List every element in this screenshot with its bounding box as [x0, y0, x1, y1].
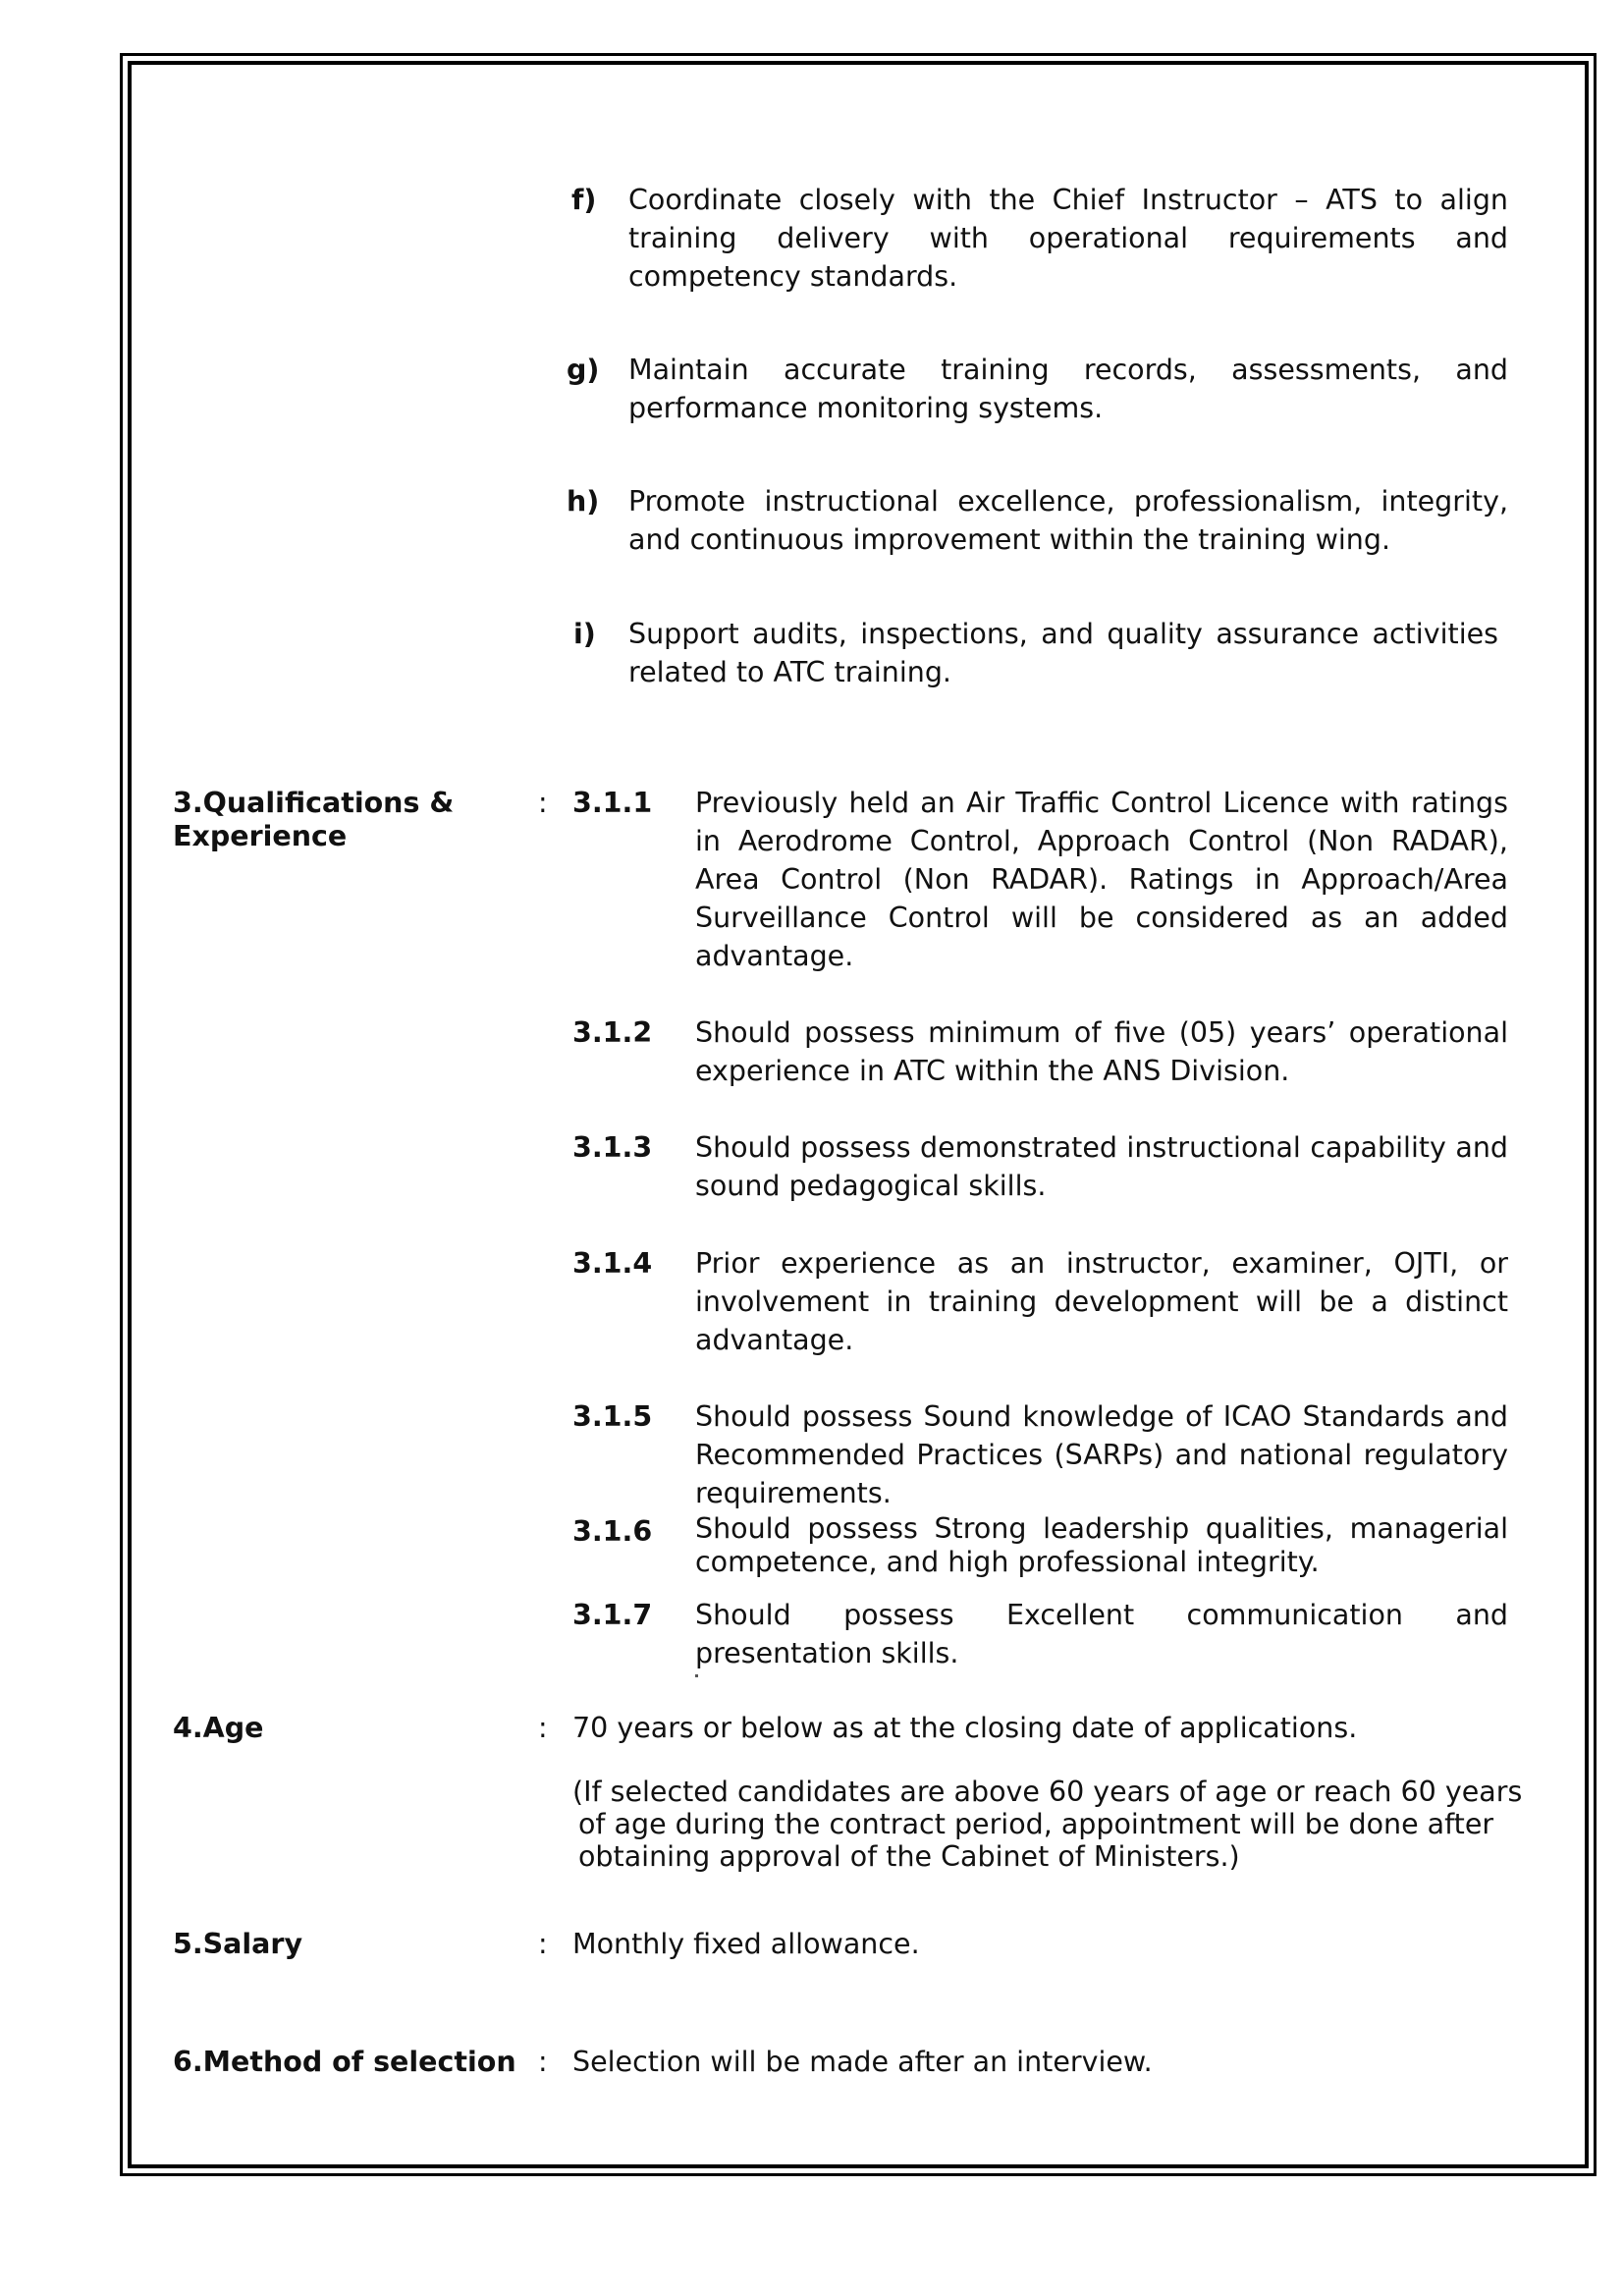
- selection-text: Selection will be made after an interview.: [572, 2046, 1153, 2078]
- qualification-text-3-1-7: Should possess Excellent communication and presentation skills.: [695, 1599, 1508, 1669]
- duty-marker-h: h): [567, 485, 600, 518]
- age-text: 70 years or below as at the closing date of applications.: [572, 1712, 1358, 1744]
- age-note-line1: (If selected candidates are above 60 years of age or reach 60 years: [572, 1776, 1523, 1808]
- selection-heading: 6.Method of selection: [173, 2046, 516, 2078]
- qualification-number-3-1-6: 3.1.6: [572, 1515, 653, 1548]
- duty-marker-f: f): [571, 184, 597, 216]
- duty-text-f: Coordinate closely with the Chief Instructor – ATS to align training delivery with operational requirements and competency standards.: [628, 184, 1508, 293]
- qualification-text-3-1-6: Should possess Strong leadership qualities, managerial competence, and high professional integrity.: [695, 1512, 1508, 1578]
- qualification-number-3-1-7: 3.1.7: [572, 1599, 653, 1631]
- duty-marker-i: i): [573, 618, 596, 650]
- salary-colon: :: [538, 1928, 548, 1960]
- salary-text: Monthly fixed allowance.: [572, 1928, 920, 1960]
- qualification-text-3-1-3: Should possess demonstrated instructional capability and sound pedagogical skills.: [695, 1131, 1508, 1202]
- age-note-line3: obtaining approval of the Cabinet of Ministers.): [578, 1840, 1240, 1873]
- salary-heading: 5.Salary: [173, 1928, 303, 1960]
- qualifications-heading-line1: 3.Qualifications &: [173, 787, 455, 819]
- duty-text-g: Maintain accurate training records, assessments, and performance monitoring systems.: [628, 354, 1508, 424]
- selection-colon: :: [538, 2046, 548, 2078]
- age-colon: :: [538, 1712, 548, 1744]
- qualifications-colon: :: [538, 787, 548, 819]
- qualification-number-3-1-5: 3.1.5: [572, 1400, 653, 1433]
- age-note-line2: of age during the contract period, appointment will be done after: [578, 1808, 1494, 1840]
- duty-marker-g: g): [567, 354, 600, 386]
- qualification-number-3-1-1: 3.1.1: [572, 787, 653, 819]
- qualifications-heading-line2: Experience: [173, 820, 348, 852]
- duty-text-i: Support audits, inspections, and quality assurance activities related to ATC training.: [628, 618, 1498, 688]
- qualification-number-3-1-3: 3.1.3: [572, 1131, 653, 1164]
- stray-dot: [695, 1674, 698, 1677]
- duty-text-h: Promote instructional excellence, professionalism, integrity, and continuous improvement within the training wing.: [628, 485, 1508, 556]
- qualification-number-3-1-2: 3.1.2: [572, 1016, 653, 1049]
- qualification-number-3-1-4: 3.1.4: [572, 1247, 653, 1280]
- qualification-text-3-1-5: Should possess Sound knowledge of ICAO Standards and Recommended Practices (SARPs) and national regulatory requirements.: [695, 1400, 1508, 1509]
- age-heading: 4.Age: [173, 1712, 264, 1744]
- qualification-text-3-1-1: Previously held an Air Traffic Control Licence with ratings in Aerodrome Control, Approach Control (Non RADAR), Area Control (Non RADAR). Ratings in Approach/Area Surveillance Control will be considered as an added advantage.: [695, 787, 1508, 972]
- qualification-text-3-1-2: Should possess minimum of five (05) years’ operational experience in ATC within the ANS Division.: [695, 1016, 1508, 1087]
- qualification-text-3-1-4: Prior experience as an instructor, examiner, OJTI, or involvement in training development will be a distinct advantage.: [695, 1247, 1508, 1356]
